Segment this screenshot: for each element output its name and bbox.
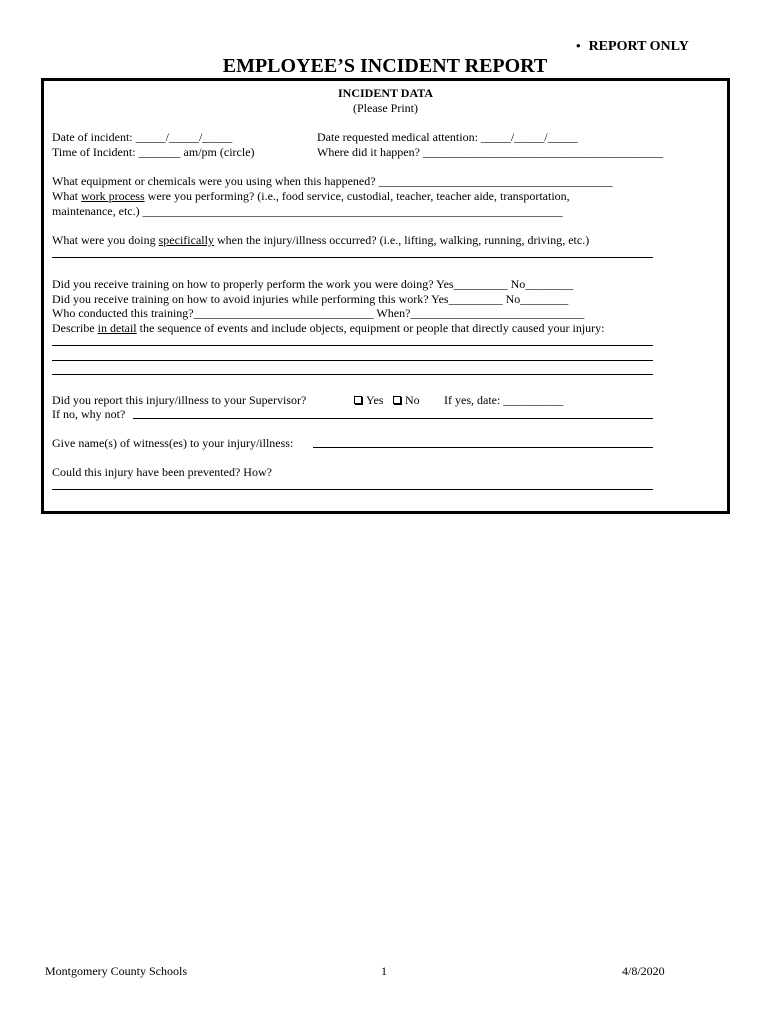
if-yes-date-field[interactable]: If yes, date: __________	[444, 393, 564, 407]
specifically-answer-line[interactable]	[52, 257, 653, 258]
describe-answer-line-1[interactable]	[52, 345, 653, 346]
specifically-label: What were you doing specifically when the injury/illness occurred? (i.e., lifting, walking, running, driving, etc.)	[52, 233, 590, 247]
if-no-label: If no, why not?	[52, 407, 126, 421]
equipment-field[interactable]: What equipment or chemicals were you using when this happened? _______________________________________	[52, 174, 613, 188]
date-medical-attention-field[interactable]: Date requested medical attention: _____/_____/_____	[317, 130, 578, 144]
date-of-incident-field[interactable]: Date of incident: _____/_____/_____	[52, 130, 233, 144]
witnesses-label: Give name(s) of witness(es) to your injury/illness:	[52, 436, 294, 450]
prevented-answer-line[interactable]	[52, 489, 653, 490]
time-of-incident-field[interactable]: Time of Incident: _______ am/pm (circle)	[52, 145, 255, 159]
footer-date: 4/8/2020	[622, 964, 665, 978]
no-checkbox[interactable]: No	[393, 393, 420, 407]
witnesses-answer-line[interactable]	[313, 447, 653, 448]
work-process-label: What work process were you performing? (i.e., food service, custodial, teacher, teacher aide, transportation,	[52, 189, 570, 203]
report-only-label	[576, 38, 689, 55]
describe-label: Describe in detail the sequence of events and include objects, equipment or people that directly caused your injury:	[52, 321, 605, 335]
checkbox-icon	[393, 396, 401, 404]
page-title: EMPLOYEE’S INCIDENT REPORT	[222, 55, 548, 77]
bullet-icon: •	[576, 38, 581, 53]
checkbox-icon	[354, 396, 362, 404]
incident-data-box	[41, 78, 730, 514]
training-perform-field[interactable]: Did you receive training on how to properly perform the work you were doing? Yes_________ No________	[52, 277, 574, 291]
yes-checkbox[interactable]: Yes	[354, 393, 383, 407]
if-no-answer-line[interactable]	[133, 418, 653, 419]
who-conducted-field[interactable]: Who conducted this training?______________________________ When?_____________________________	[52, 306, 585, 320]
footer-organization: Montgomery County Schools	[45, 964, 188, 978]
describe-answer-line-3[interactable]	[52, 374, 653, 375]
describe-answer-line-2[interactable]	[52, 360, 653, 361]
prevented-label: Could this injury have been prevented? How?	[52, 465, 272, 479]
maintenance-field[interactable]: maintenance, etc.) ______________________________________________________________________	[52, 204, 563, 218]
report-supervisor-label: Did you report this injury/illness to your Supervisor?	[52, 393, 307, 407]
report-only-text: REPORT ONLY	[588, 39, 689, 54]
footer-page-number: 1	[381, 964, 387, 978]
section-subtitle: (Please Print)	[353, 101, 418, 115]
training-avoid-field[interactable]: Did you receive training on how to avoid injuries while performing this work? Yes_________ No________	[52, 292, 569, 306]
where-field[interactable]: Where did it happen? ________________________________________	[317, 145, 663, 159]
section-title: INCIDENT DATA	[337, 86, 433, 100]
